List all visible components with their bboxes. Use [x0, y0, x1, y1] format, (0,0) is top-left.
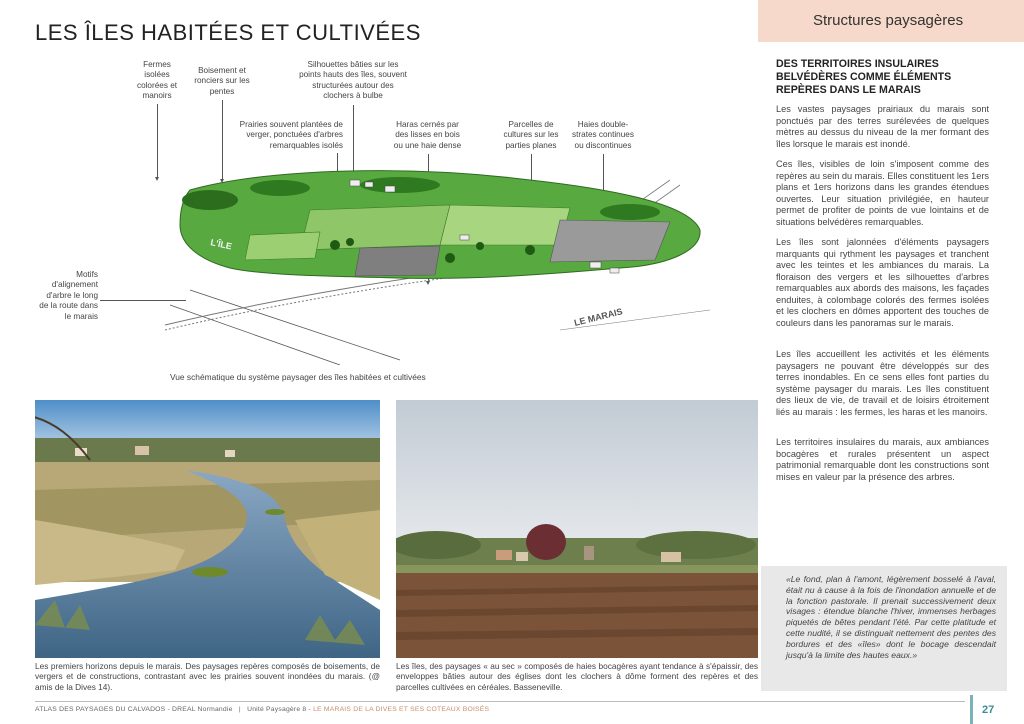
photo-flooded-marsh: [35, 400, 380, 658]
callout-haras: Haras cernés par des lisses en bois ou une haie dense: [393, 120, 462, 150]
quote-text: «Le fond, plan à l'amont, légèrement bosselé à l'aval, était nu à cause à la fois de l'inondation annuelle et de la fonction pastorale. Il prenait successivement deux visages : étendue blanche l'hiver, immenses herbages piquetés de bêtes pendant l'été. Par cette platitude et cette nudité, il se distinguait nettement des pentes des bordures et des «îles» dont le bocage descendait jusqu'à la limite des hautes eaux.»: [786, 574, 996, 660]
callout-silhouettes: Silhouettes bâties sur les points hauts des îles, souvent structurées autour des clochers à bulbe: [299, 60, 407, 101]
page-title: LES ÎLES HABITÉES ET CULTIVÉES: [35, 20, 421, 45]
label-ile: L'ÎLE: [209, 237, 233, 252]
callout-parcelles: Parcelles de cultures sur les parties planes: [503, 120, 559, 150]
callout-prairies: Prairies souvent plantées de verger, ponctuées d'arbres remarquables isolés: [239, 120, 343, 150]
paragraph: Les îles sont jalonnées d'éléments paysagers marquants qui rythment les paysages et tranchent avec les teintes et les ambiances du marais. La floraison des vergers et les silhouettes d'arbres remarquables aux abords des maisons, les façades enduites, à colombage colorés des fermes isolées et les clochers en dômes apportent des touches de couleurs dans les panoramas sur le marais.: [776, 237, 989, 328]
callout-alignement: Motifs d'alignement d'arbre le long de la route dans le marais: [39, 270, 98, 321]
callout-boisement: Boisement et ronciers sur les pentes: [194, 66, 250, 96]
paragraph: Les îles accueillent les activités et les éléments paysagers ne pouvant être développés sur des terres inondables. En ce sens elles font parties du système paysager du marais. Les îles constituent des lieux de vie, de travail et de loisirs étroitement liés au marais : les fermes, les haras et les manoirs.: [776, 349, 989, 417]
landscape-illustration: [150, 150, 710, 365]
paragraph: Les vastes paysages prairiaux du marais sont ponctués par des terres surélevées de quelques mètres au dessus du niveau de la mer formant des îles lorsque le marais est inondé.: [776, 104, 989, 149]
photo1-caption: Les premiers horizons depuis le marais. Des paysages repères composés de boisements, de vergers et de constructions, contrastant avec les prairies souvent inondées du marais. (@ amis de la Dives 14).: [35, 661, 380, 692]
callout-haies: Haies double-strates continues ou discontinues: [572, 120, 634, 150]
footer-unit: Unité Paysagère 8 -: [247, 706, 311, 713]
page-number-bar: [970, 695, 973, 724]
footer-unit-name: LE MARAIS DE LA DIVES ET SES COTEAUX BOISÉS: [313, 706, 490, 713]
callout-fermes: Fermes isolées colorées et manoirs: [136, 60, 178, 101]
label-marais: LE MARAIS: [573, 306, 624, 328]
footer-divider: [35, 701, 965, 702]
section-header: Structures paysagères: [813, 12, 964, 29]
footer: [35, 706, 489, 713]
photo-village-fields: [396, 400, 758, 658]
paragraph: Ces îles, visibles de loin s'imposent comme des repères au sein du marais. Elles constituent les 1ers plans et 1ers horizons dans les grandes étendues ouvertes. Leur situation privilégiée, en hauteur permet de profiter de points de vue lointains et de situations belvédères remarquables.: [776, 159, 989, 227]
photo2-caption: Les îles, des paysages « au sec » composés de haies bocagères ayant tendance à s'épaissir, des enveloppes bâties autour des églises dont les clochers à dôme forment des repères et des parcelles cultivées en céréales. Basseneville.: [396, 661, 758, 692]
footer-atlas: ATLAS DES PAYSAGES DU CALVADOS - DREAL Normandie: [35, 706, 233, 713]
paragraph: Les territoires insulaires du marais, aux ambiances bocagères et rurales présentent un aspect patrimonial remarquable dont les constructions sont mises en valeur par la présence des arbres.: [776, 437, 989, 482]
illustration-caption: Vue schématique du système paysager des îles habitées et cultivées: [170, 372, 426, 382]
column-heading: DES TERRITOIRES INSULAIRES BELVÉDÈRES COMME ÉLÉMENTS REPÈRES DANS LE MARAIS: [776, 58, 952, 96]
footer-separator: |: [238, 706, 241, 713]
page-number: 27: [982, 704, 995, 716]
